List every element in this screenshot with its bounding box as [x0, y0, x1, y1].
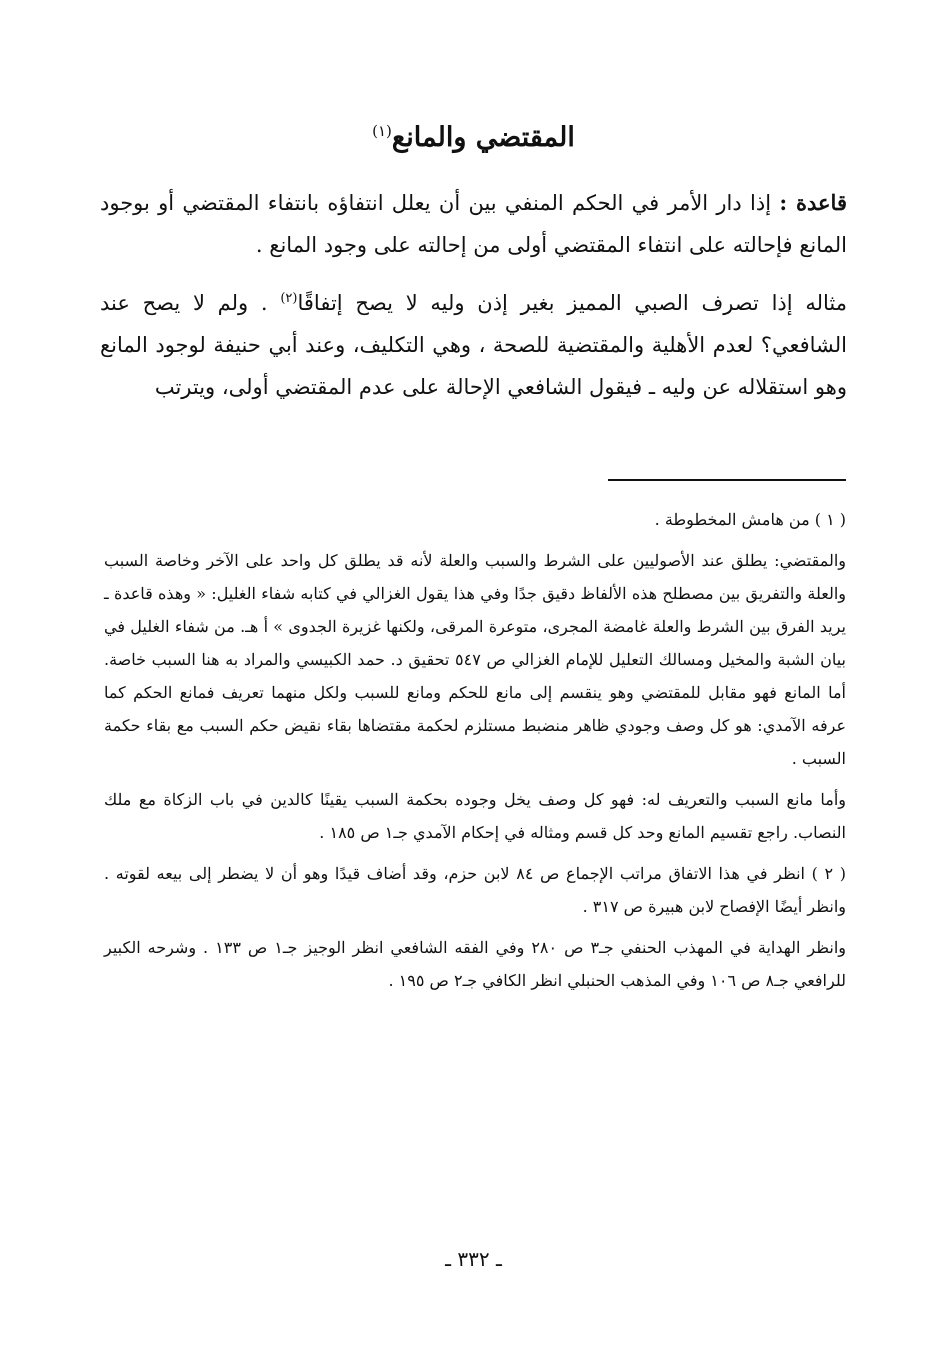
example-text-start: مثاله إذا تصرف الصبي المميز بغير إذن وليه لا يصح إتفاقًا: [297, 291, 847, 315]
page-title: [0, 122, 947, 153]
main-text: [100, 182, 847, 420]
footnote-1-number: ( ١ ): [814, 510, 846, 529]
footnote-2-text: انظر في هذا الاتفاق مراتب الإجماع ص ٨٤ لابن حزم، وقد أضاف قيدًا وهو أن لا يضطر إلى بيعه لقوته . وانظر أيضًا الإفصاح لابن هبيرة ص ٣١٧ .: [104, 864, 846, 916]
footnote-1-intro: [104, 503, 846, 536]
example-footnote-ref: (٢): [280, 291, 298, 306]
rule-label: قاعدة :: [779, 190, 847, 215]
example-text-end: . ولم لا يصح عند الشافعي؟ لعدم الأهلية والمقتضية للصحة ، وهي التكليف، وعند أبي حنيفة لوجود المانع وهو استقلاله عن وليه ـ فيقول الشافعي الإحالة على عدم المقتضي أولى، ويترتب: [100, 291, 847, 399]
footnote-2-para-1: [104, 857, 846, 923]
title-footnote-ref: (١): [372, 122, 392, 141]
footnotes: [104, 503, 846, 1005]
rule-paragraph: [100, 182, 847, 266]
footnote-separator: [608, 479, 846, 481]
footnote-2-para-2: وانظر الهداية في المهذب الحنفي جـ٣ ص ٢٨٠ وفي الفقه الشافعي انظر الوجيز جـ١ ص ١٣٣ . وشرحه الكبير للرافعي جـ٨ ص ١٠٦ وفي المذهب الحنبلي انظر الكافي جـ٢ ص ١٩٥ .: [104, 938, 847, 990]
rule-text: إذا دار الأمر في الحكم المنفي بين أن يعلل انتفاؤه بانتفاء المقتضي أو بوجود المانع فإحالته على انتفاء المقتضي أولى من إحالته على وجود المانع .: [100, 191, 847, 257]
example-paragraph: [100, 278, 847, 408]
title-text: المقتضي والمانع: [391, 122, 575, 154]
page-number: ـ ٣٣٢ ـ: [445, 1247, 502, 1271]
footnote-1-para-1: والمقتضي: يطلق عند الأصوليين على الشرط والسبب والعلة لأنه قد يطلق كل واحد على الآخر وخاصة السبب والعلة والتفريق بين مصطلح هذه الألفاظ دقيق جدًا وفي هذا يقول الغزالي في كتابه شفاء الغليل: « وهذه قاعدة ـ يريد الفرق بين الشرط والعلة غامضة المجرى، متوعرة المرقى، ولكنها غزيرة الجدوى » أ هـ. من شفاء الغليل في بيان الشبة والمخيل ومسالك التعليل للإمام الغزالي ص ٥٤٧ تحقيق د. حمد الكبيسي والمراد به هنا السبب خاصة. أما المانع فهو مقابل للمقتضي وهو ينقسم إلى مانع للحكم ومانع للسبب ولكل منهما تعريف فمانع الحكم كما عرفه الآمدي: هو كل وصف وجودي ظاهر منضبط مستلزم لحكمة مقتضاها بقاء نقيض حكم السبب مع بقاء حكمة السبب .: [104, 551, 846, 768]
footnote-1-source: من هامش المخطوطة .: [654, 510, 810, 529]
footnote-1-para-2: وأما مانع السبب والتعريف له: فهو كل وصف يخل وجوده بحكمة السبب يقينًا كالدين في باب الزكاة مع ملك النصاب. راجع تقسيم المانع وحد كل قسم ومثاله في إحكام الآمدي جـ١ ص ١٨٥ .: [104, 790, 846, 842]
footnote-2-number: ( ٢ ): [811, 864, 847, 883]
